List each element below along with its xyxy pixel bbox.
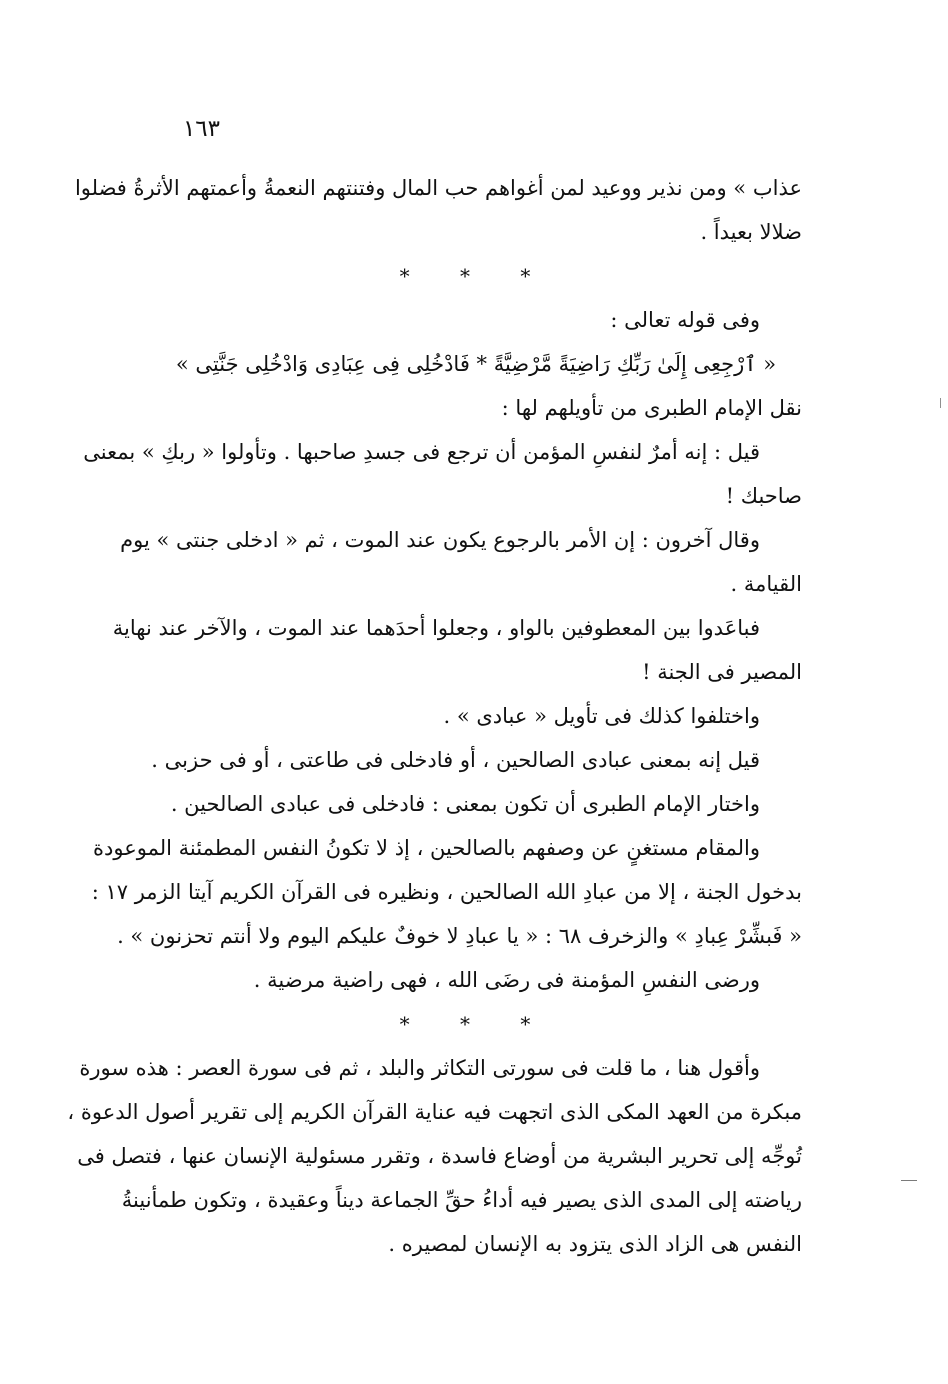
- text-line: ورضى النفسِ المؤمنة فى رضَى الله ، فهى راضية مرضية .: [253, 968, 760, 992]
- text-line: واختلفوا كذلك فى تأويل « عبادى » .: [443, 704, 760, 728]
- text-line: مبكرة من العهد المكى الذى اتجهت فيه عناية القرآن الكريم إلى تقرير أصول الدعوة ،: [67, 1100, 802, 1124]
- text-line: المصير فى الجنة !: [642, 660, 802, 684]
- text-line: بدخول الجنة ، إلا من عبادِ الله الصالحين ، ونظيره فى القرآن الكريم آيتا الزمر ١٧ :: [91, 880, 802, 904]
- text-line: قيل إنه بمعنى عبادى الصالحين ، أو فادخلى فى طاعتى ، أو فى حزبى .: [151, 748, 760, 772]
- text-line: وفى قوله تعالى :: [610, 308, 760, 332]
- text-line: واختار الإمام الطبرى أن تكون بمعنى : فادخلى فى عبادى الصالحين .: [170, 792, 760, 816]
- text-line: وقال آخرون : إن الأمر بالرجوع يكون عند الموت ، ثم « ادخلى جنتى » يوم: [120, 528, 760, 552]
- section-separator: * * *: [399, 264, 553, 288]
- section-separator: * * *: [399, 1012, 553, 1036]
- text-line: تُوجِّه إلى تحرير البشرية من أوضاع فاسدة ، وتقرر مسئولية الإنسان عنها ، فتصل فى: [77, 1144, 802, 1168]
- text-line: القيامة .: [730, 572, 802, 596]
- text-line: النفس هى الزاد الذى يتزود به الإنسان لمصيره .: [388, 1232, 802, 1256]
- text-line: « فَبشِّرْ عِبادِ » والزخرف ٦٨ : « يا عبادِ لا خوفٌ عليكم اليوم ولا أنتم تحزنون » .: [117, 924, 802, 948]
- scan-mark: [940, 398, 941, 408]
- text-line: والمقام مستغنٍ عن وصفهم بالصالحين ، إذ لا تكونُ النفس المطمئنة الموعودة: [93, 836, 760, 860]
- text-line: صاحبك !: [725, 484, 802, 508]
- text-line: رياضته إلى المدى الذى يصير فيه أداءُ حقِّ الجماعة ديناً وعقيدة ، وتكون طمأنينةُ: [121, 1188, 802, 1212]
- text-line: قيل : إنه أمرٌ لنفسِ المؤمن أن ترجع فى جسدِ صاحبها . وتأولوا « ربكِ » بمعنى: [83, 440, 760, 464]
- text-line: فباعَدوا بين المعطوفين بالواو ، وجعلوا أحدَهما عند الموت ، والآخر عند نهاية: [112, 616, 760, 640]
- text-line: وأقول هنا ، ما قلت فى سورتى التكاثر والبلد ، ثم فى سورة العصر : هذه سورة: [79, 1056, 760, 1080]
- page-body: [67, 166, 802, 1266]
- text-line: نقل الإمام الطبرى من تأويلهم لها :: [501, 396, 802, 420]
- quran-verse: « ٱرْجِعِى إِلَىٰ رَبِّكِ رَاضِيَةً مَّرْضِيَّةً * فَادْخُلِى فِى عِبَادِى وَادْخُلِى جَنَّتِى »: [175, 352, 777, 376]
- page-number: ١٦٣: [182, 116, 220, 142]
- text-line: ضلالا بعيداً .: [700, 220, 802, 244]
- text-line: عذاب » ومن نذير ووعيد لمن أغواهم حب المال وفتنتهم النعمةُ وأعمتهم الأثرةُ فضلوا: [74, 176, 802, 200]
- scan-mark: [901, 1180, 917, 1181]
